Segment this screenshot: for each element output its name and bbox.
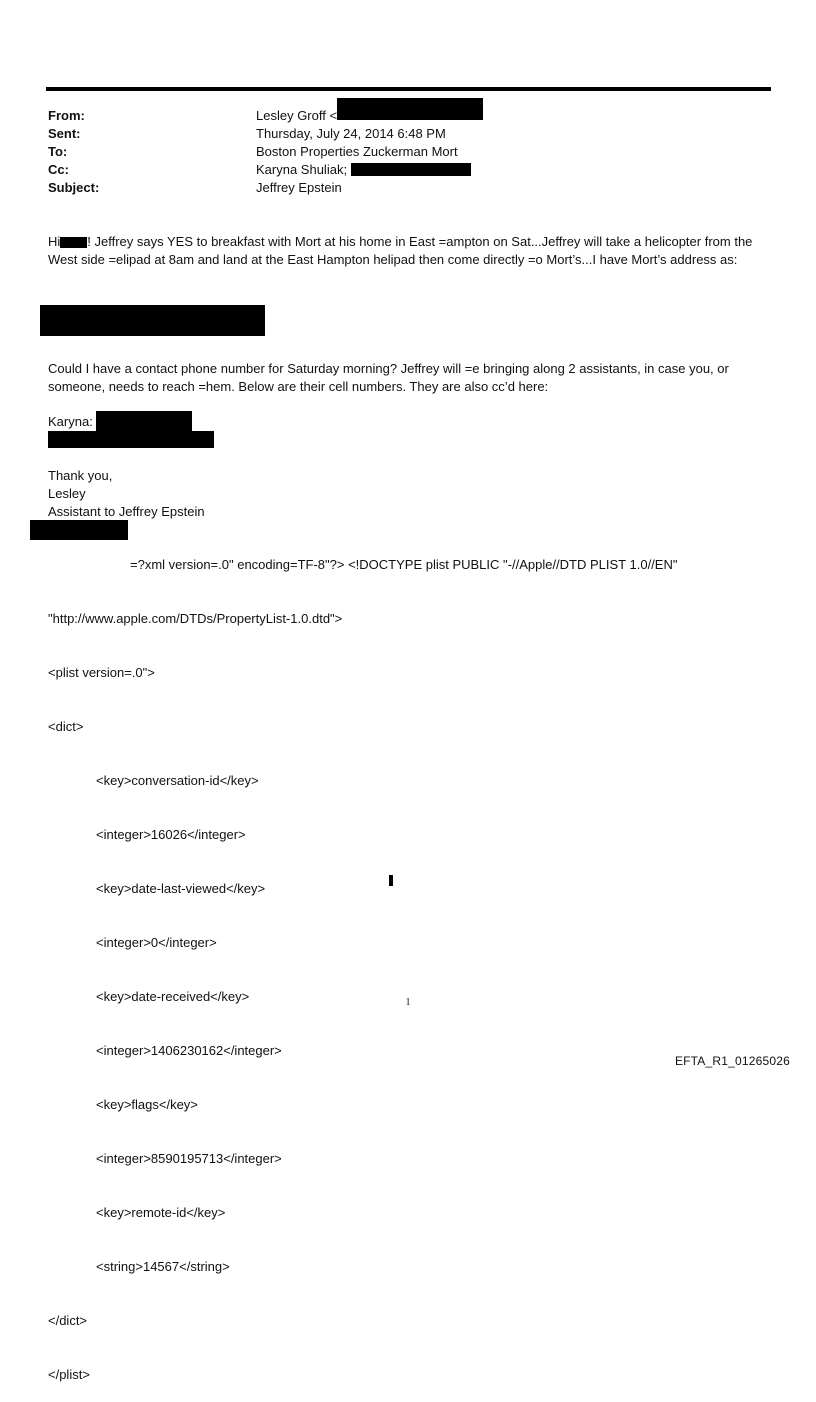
sign-thanks: Thank you, (48, 468, 113, 483)
address-redaction (40, 305, 265, 336)
redaction-bar (60, 237, 87, 248)
scan-mark (389, 875, 393, 886)
from-value (256, 107, 483, 125)
to-value: Boston Properties Zuckerman Mort (256, 144, 458, 159)
from-row (48, 107, 768, 125)
plist-close-plist: </plist> (48, 1367, 90, 1382)
sign-name: Lesley (48, 486, 86, 501)
signature (48, 467, 772, 521)
from-name: Lesley Groff < (256, 108, 338, 123)
cc-label: Cc: (48, 162, 69, 177)
plist-item: <integer>8590195713</integer> (96, 1151, 282, 1166)
plist-block (48, 520, 788, 1402)
message-paragraph-2 (48, 360, 772, 396)
redaction-bar (351, 163, 471, 176)
plist-item: <key>remote-id</key> (96, 1205, 226, 1220)
greeting: Hi (48, 234, 61, 249)
phone-redaction (96, 411, 192, 431)
cc-name: Karyna Shuliak; (256, 162, 348, 177)
plist-line-4: <dict> (48, 719, 84, 734)
to-label: To: (48, 144, 68, 159)
plist-line-3: <plist version=.0"> (48, 665, 155, 680)
plist-item: <key>date-last-viewed</key> (96, 881, 266, 896)
plist-item: <integer>16026</integer> (96, 827, 246, 842)
plist-item: <integer>1406230162</integer> (96, 1043, 282, 1058)
to-row (48, 143, 768, 161)
plist-close-dict: </dict> (48, 1313, 88, 1328)
email-header (48, 107, 768, 197)
plist-item: <key>date-received</key> (96, 989, 250, 1004)
paragraph-1-text: ! Jeffrey says YES to breakfast with Mort at his home in East =ampton on Sat...Jeffrey will take a helicopter from the West side =elipad at 8am and land at the East Hampton helipad then come directly =o Mort’s...I have Mort’s address as: (48, 234, 753, 267)
message-paragraph-1 (48, 233, 772, 269)
plist-item: <key>flags</key> (96, 1097, 198, 1112)
plist-item: <string>14567</string> (96, 1259, 230, 1274)
sent-label: Sent: (48, 126, 81, 141)
cc-row (48, 161, 768, 179)
subject-value: Jeffrey Epstein (256, 180, 342, 195)
subject-row (48, 179, 768, 197)
sign-title: Assistant to Jeffrey Epstein (48, 504, 205, 519)
paragraph-2-text: Could I have a contact phone number for Saturday morning? Jeffrey will =e bringing along 2 assistants, in case you, or someone, needs to reach =hem. Below are their cell numbers. They are also cc’d here: (48, 361, 729, 394)
document-id: EFTA_R1_01265026 (674, 1054, 790, 1068)
plist-line-2: "http://www.apple.com/DTDs/PropertyList-1.0.dtd"> (48, 611, 343, 626)
phone-redaction-2 (48, 431, 214, 448)
plist-item: <key>conversation-id</key> (96, 773, 259, 788)
redaction-bar (337, 98, 483, 120)
karyna-label: Karyna: (48, 414, 93, 429)
from-label: From: (48, 108, 85, 123)
plist-item: <integer>0</integer> (96, 935, 217, 950)
page-number: 1 (405, 997, 411, 1008)
sent-row (48, 125, 768, 143)
sent-value: Thursday, July 24, 2014 6:48 PM (256, 126, 446, 141)
header-rule (46, 87, 771, 91)
plist-line-1: =?xml version=.0" encoding=TF-8"?> <!DOCTYPE plist PUBLIC "-//Apple//DTD PLIST 1.0//EN" (130, 557, 678, 572)
subject-label: Subject: (48, 180, 100, 195)
cc-value (256, 161, 471, 179)
